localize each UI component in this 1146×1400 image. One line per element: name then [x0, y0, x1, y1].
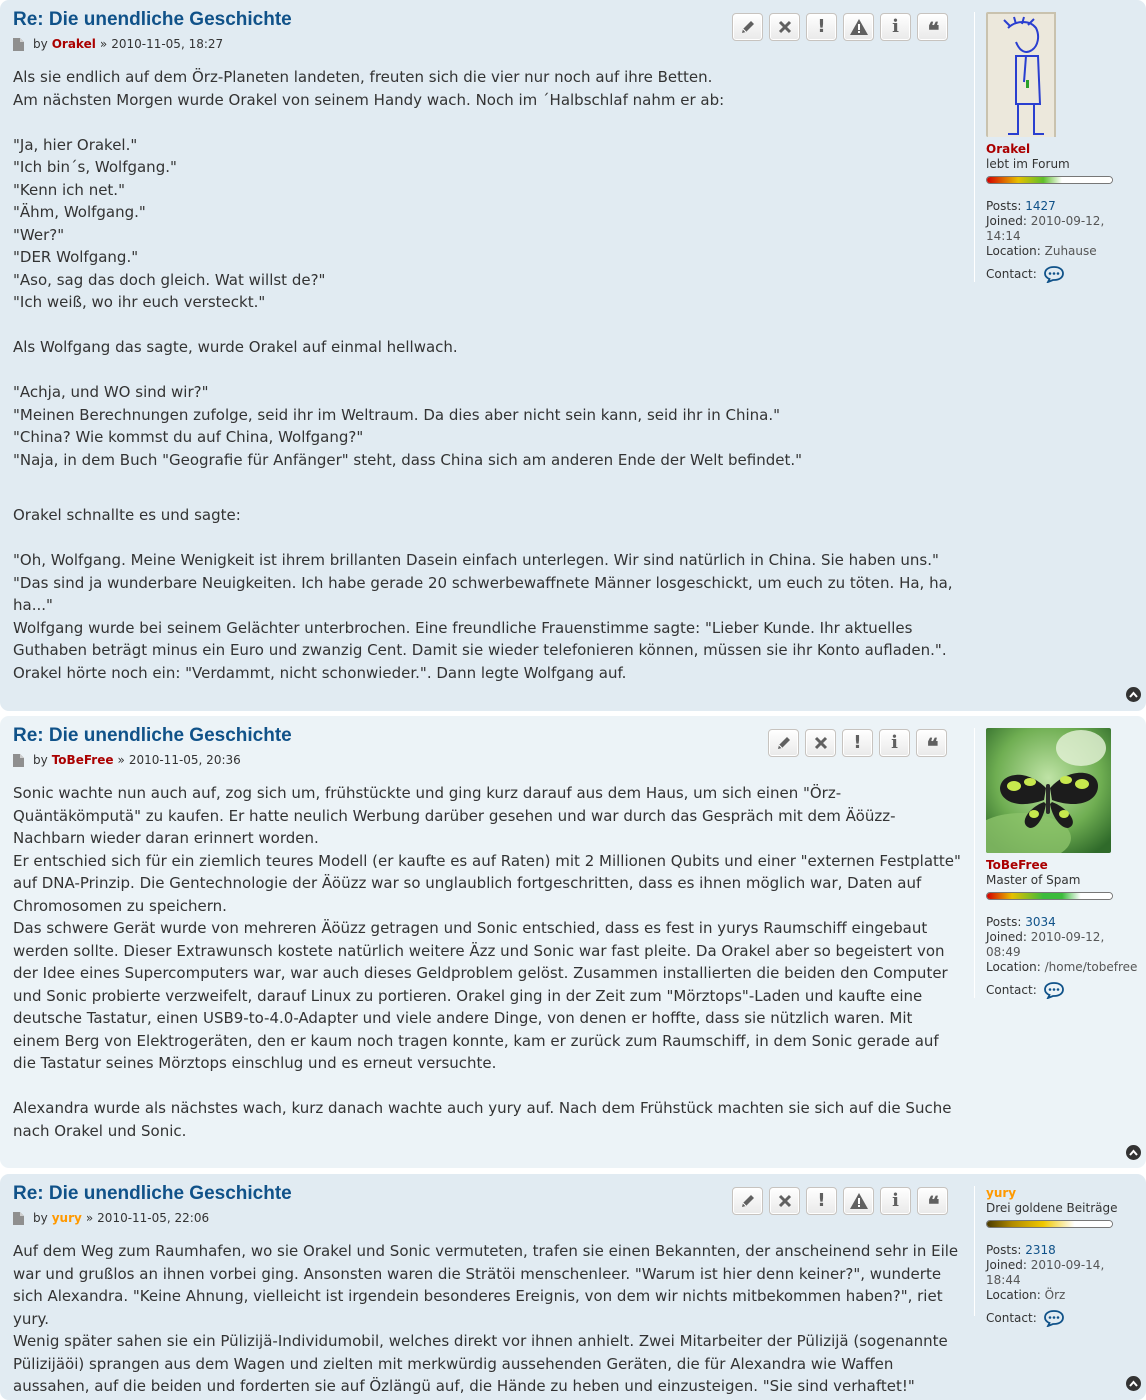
post-title[interactable]: Re: Die unendliche Geschichte — [13, 1183, 292, 1204]
report-button[interactable] — [842, 729, 873, 757]
back-to-top-button[interactable] — [1126, 687, 1141, 702]
warning-icon — [849, 1192, 869, 1210]
profile-posts: Posts: 1427 — [986, 199, 1056, 213]
post-content — [13, 1240, 963, 1398]
content-line: "Wer?" — [13, 225, 65, 244]
post-icon[interactable] — [13, 754, 25, 767]
profile-contact — [986, 265, 1139, 283]
delete-button[interactable] — [805, 729, 836, 757]
content-line: "Achja, und WO sind wir?" — [13, 383, 209, 401]
content-line: "China? Wie kommst du auf China, Wolfgang?" — [13, 428, 364, 446]
post-title[interactable]: Re: Die unendliche Geschichte — [13, 725, 292, 746]
profile-rank: Master of Spam — [986, 873, 1081, 887]
content-line: "Ich bin´s, Wolfgang." — [13, 158, 177, 176]
profile-rank: lebt im Forum — [986, 157, 1070, 171]
profile-posts: Posts: 2318 — [986, 1243, 1056, 1257]
delete-button[interactable] — [769, 1187, 800, 1215]
chat-bubble-icon[interactable] — [1043, 1309, 1065, 1327]
content-line: "Kenn ich net." — [13, 180, 125, 199]
quote-button[interactable] — [916, 729, 947, 760]
back-to-top-button[interactable] — [1126, 1145, 1141, 1160]
by-label: by — [33, 1211, 48, 1225]
post-date: 2010-11-05, 22:06 — [97, 1211, 210, 1225]
post-buttons — [732, 1187, 948, 1218]
post-body — [13, 724, 963, 1142]
content-line: Er entschied sich für ein ziemlich teures Modell (er kaufte es auf Raten) mit 2 Millionen Qubits und einer "externen Festplatte" auf DNA-Prinzip. Die Gentechnologie der Äöüzz war so unglaublich fortgeschritten, dass es ihnen möglich war, Daten auf Chromosomen zu speichern. — [13, 851, 961, 915]
by-label: by — [33, 753, 48, 767]
avatar[interactable] — [986, 728, 1111, 853]
profile-location: Location: Örz — [986, 1288, 1066, 1302]
content-line: "Oh, Wolfgang. Meine Wenigkeit ist ihrem brillanten Dasein einfach unterlegen. Wir sind natürlich in China. Sie haben uns." — [13, 551, 939, 569]
content-line: Sonic wachte nun auch auf, zog sich um, frühstückte und ging kurz darauf aus dem Haus, um sich einen "Örz-Quäntäkömputä" zu kaufen. Er hatte neulich Werbung darüber gesehen und war durch das Gespräch mit dem Äöüzz-Nachbarn wieder daran erinnert worden. — [13, 784, 896, 847]
back-to-top-button[interactable] — [1126, 1376, 1141, 1391]
chevron-up-icon — [1129, 691, 1138, 698]
pencil-icon — [776, 735, 792, 751]
quote-button[interactable] — [917, 13, 948, 44]
profile-location: Location: Zuhause — [986, 244, 1097, 258]
close-icon — [778, 1194, 792, 1208]
exclamation-icon: ! — [817, 1190, 826, 1211]
close-icon — [778, 20, 792, 34]
profile-joined: Joined: 2010-09-14, 18:44 — [986, 1258, 1105, 1287]
quote-button[interactable] — [917, 1187, 948, 1218]
post-profile — [974, 12, 1139, 282]
info-icon: i — [892, 1190, 899, 1211]
post-yury — [0, 1174, 1146, 1400]
author-link[interactable]: ToBeFree — [51, 753, 114, 767]
edit-button[interactable] — [732, 1187, 763, 1215]
pencil-icon — [740, 1193, 756, 1209]
profile-posts: Posts: 3034 — [986, 915, 1056, 929]
info-icon: i — [892, 16, 899, 37]
content-line: Orakel schnallte es und sagte: — [13, 506, 241, 524]
info-button[interactable] — [879, 729, 910, 757]
warning-icon — [849, 18, 869, 36]
profile-rank: Drei goldene Beiträge — [986, 1201, 1118, 1215]
content-line: "Ähm, Wolfgang." — [13, 203, 146, 221]
avatar[interactable] — [986, 12, 1111, 137]
content-line: Alexandra wurde als nächstes wach, kurz danach wachte auch yury auf. Nach dem Frühstück machten sie sich auf die Suche nach Orakel und Sonic. — [13, 1099, 952, 1140]
content-line: Auf dem Weg zum Raumhafen, wo sie Orakel und Sonic vermuteten, trafen sie einen Bekannten, der anscheinend sehr in Eile war und grußlos an ihnen vorbei ging. Ansonsten waren die Strätöi menschenleer. "Warum ist hier denn keiner?", wunderte sich Alexandra. "Keine Ahnung, vielleicht ist irgendein besonderes Ereignis, von dem wir nichts mitbekommen haben?", riet yury. — [13, 1242, 959, 1328]
post-icon[interactable] — [13, 38, 25, 51]
content-line: "Meinen Berechnungen zufolge, seid ihr im Weltraum. Da dies aber nicht sein kann, seid ihr in China." — [13, 405, 781, 424]
profile-name[interactable]: Orakel — [986, 142, 1031, 156]
chevron-up-icon — [1129, 1149, 1138, 1156]
edit-button[interactable] — [768, 729, 799, 757]
post-body — [13, 8, 963, 684]
rank-bar-fill — [987, 893, 1112, 899]
post-profile — [974, 1186, 1139, 1325]
posts-count-link[interactable]: 1427 — [1025, 199, 1056, 213]
content-line: "Naja, in dem Buch "Geografie für Anfänger" steht, dass China sich am anderen Ende der Welt befindet." — [13, 450, 803, 469]
post-content — [13, 782, 963, 1142]
separator: » — [85, 1211, 94, 1225]
quote-icon: ❝ — [927, 18, 938, 44]
profile-name[interactable]: yury — [986, 1186, 1017, 1200]
content-line: Als sie endlich auf dem Örz-Planeten landeten, freuten sich die vier nur noch auf ihre Betten. — [13, 68, 713, 86]
content-line: Wolfgang wurde bei seinem Gelächter unterbrochen. Eine freundliche Frauenstimme sagte: "Lieber Kunde. Ihr aktuelles Guthaben beträgt minus ein Euro und zwanzig Cent. Damit sie wieder telefonieren können, müssen sie ihr Konto aufladen.". — [13, 618, 947, 659]
exclamation-icon: ! — [817, 16, 826, 37]
post-icon[interactable] — [13, 1212, 25, 1225]
post-content — [13, 66, 963, 684]
content-line: Das schwere Gerät wurde von mehreren Äöüzz getragen und Sonic entschied, dass es fest in yurys Raumschiff eingebaut werden sollte. Dieser Extrawunsch kostete natürlich weitere Äzz und Sonic war fast pleite. Da Orakel aber so begeistert von der Idee eines Supercomputers war, war auch dieses Geldproblem gelöst. Zusammen installierten die beiden den Computer und Sonic probierte verzweifelt, darauf Linux zu portieren. Orakel ging in der Zeit zum "Mörztops"-Laden und kaufte eine deutsche Tastatur, einen USB9-to-4.0-Adapter und viele andere Dinge, von denen er hoffte, dass sie nützlich waren. Mit einem Berg von Elektrogeräten, den er kaum noch tragen konnte, kam er zurück zum Raumschiff, in dem Sonic gerade auf die Tastatur seines Mörztops einschlug und es erneut versuchte. — [13, 919, 948, 1072]
post-tobefree — [0, 716, 1146, 1168]
contact-label: Contact: — [986, 982, 1037, 997]
posts-count-link[interactable]: 3034 — [1025, 915, 1056, 929]
content-line: Am nächsten Morgen wurde Orakel von seinem Handy wach. Noch im ´Halbschlaf nahm er ab: — [13, 90, 725, 109]
content-line: "Aso, sag das doch gleich. Wat willst de?" — [13, 270, 326, 289]
content-line: "DER Wolfgang." — [13, 248, 139, 266]
post-date: 2010-11-05, 18:27 — [111, 37, 224, 51]
chat-bubble-icon[interactable] — [1043, 981, 1065, 999]
warn-button[interactable] — [843, 1187, 874, 1215]
report-button[interactable] — [806, 13, 837, 41]
quote-icon: ❝ — [927, 1192, 938, 1218]
info-button[interactable] — [880, 13, 911, 41]
profile-contact — [986, 1309, 1139, 1327]
close-icon — [814, 736, 828, 750]
warn-button[interactable] — [843, 13, 874, 41]
profile-joined: Joined: 2010-09-12, 08:49 — [986, 930, 1105, 959]
pencil-icon — [740, 19, 756, 35]
info-button[interactable] — [880, 1187, 911, 1215]
chevron-up-icon — [1129, 1380, 1138, 1387]
separator: » — [99, 37, 108, 51]
content-line: Orakel hörte noch ein: "Verdammt, nicht schonwieder.". Dann legte Wolfgang auf. — [13, 663, 627, 682]
edit-button[interactable] — [732, 13, 763, 41]
content-line: "Ja, hier Orakel." — [13, 135, 138, 154]
exclamation-icon: ! — [853, 732, 862, 753]
author-link[interactable]: yury — [51, 1211, 82, 1225]
author-link[interactable]: Orakel — [51, 37, 96, 51]
post-buttons — [732, 13, 948, 44]
contact-label: Contact: — [986, 1310, 1037, 1325]
rank-bar — [986, 1220, 1113, 1228]
profile-contact — [986, 981, 1139, 999]
post-buttons — [768, 729, 947, 760]
posts-count-link[interactable]: 2318 — [1025, 1243, 1056, 1257]
content-line: "Ich weiß, wo ihr euch versteckt." — [13, 293, 266, 311]
rank-bar — [986, 892, 1113, 900]
quote-icon: ❝ — [926, 734, 937, 760]
rank-bar-fill — [987, 177, 1112, 183]
content-line: Wenig später sahen sie ein Pülizijä-Individumobil, welches direkt vor ihnen anhielt. Zwei Mitarbeiter der Pülizijä (sogenannte Pülizijäöi) sprangen aus dem Wagen und zielten mit merkwürdig aussehenden Geräten, die für Alexandra wie Waffen aussahen, auf die beiden und forderten sie auf Özlängü auf, die Hände zu heben und einzusteigen. "Sie sind verhaftet!" — [13, 1332, 948, 1395]
chat-bubble-icon[interactable] — [1043, 265, 1065, 283]
profile-joined: Joined: 2010-09-12, 14:14 — [986, 214, 1105, 243]
content-line: Als Wolfgang das sagte, wurde Orakel auf einmal hellwach. — [13, 338, 458, 356]
rank-bar — [986, 176, 1113, 184]
profile-name[interactable]: ToBeFree — [986, 858, 1048, 872]
delete-button[interactable] — [769, 13, 800, 41]
content-line: "Das sind ja wunderbare Neuigkeiten. Ich habe gerade 20 schwerbewaffnete Männer losgeschickt, um euch zu töten. Ha, ha, ha..." — [13, 573, 953, 614]
post-title[interactable]: Re: Die unendliche Geschichte — [13, 9, 292, 30]
post-date: 2010-11-05, 20:36 — [128, 753, 241, 767]
separator: » — [117, 753, 125, 767]
contact-label: Contact: — [986, 266, 1037, 281]
by-label: by — [33, 37, 48, 51]
rank-bar-fill — [987, 1221, 1112, 1227]
info-icon: i — [891, 732, 898, 753]
report-button[interactable] — [806, 1187, 837, 1215]
post-profile — [974, 728, 1139, 998]
profile-location: Location: /home/tobefree — [986, 960, 1138, 974]
